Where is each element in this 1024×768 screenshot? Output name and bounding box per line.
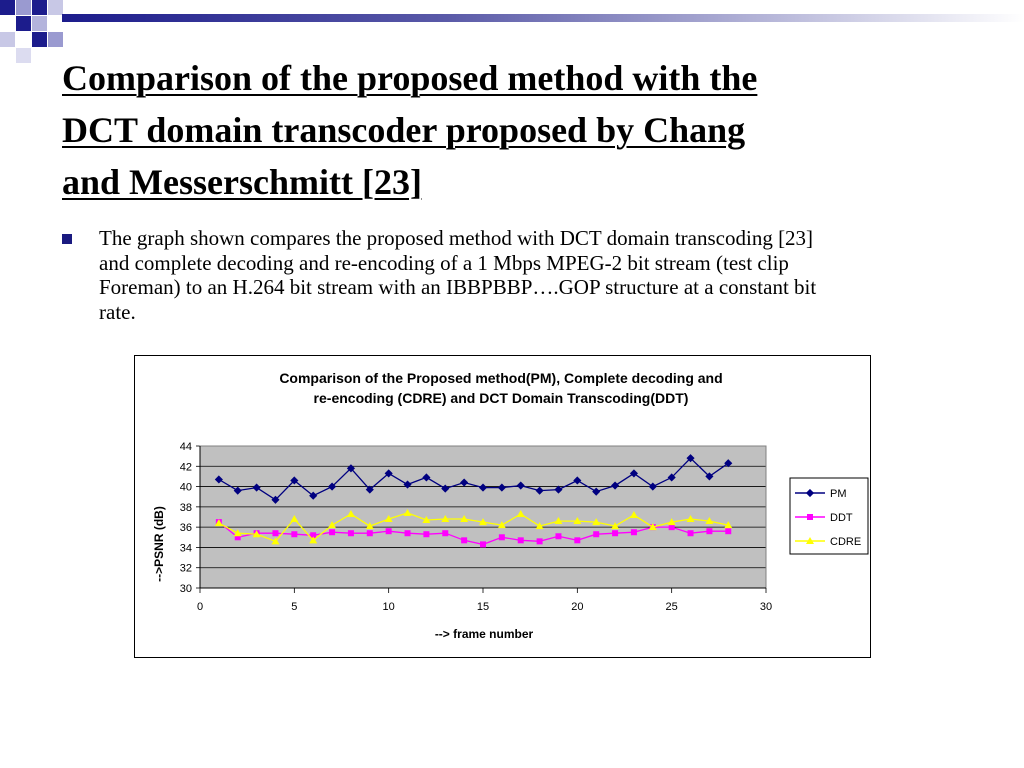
corner-square	[32, 32, 47, 47]
x-tick-label: 10	[382, 601, 395, 613]
slide-title	[62, 52, 962, 208]
bullet-text	[99, 226, 967, 324]
slide-title-line: Comparison of the proposed method with the	[62, 58, 758, 98]
y-tick-label: 40	[179, 481, 192, 494]
y-tick-label: 38	[179, 501, 192, 514]
corner-square	[0, 0, 15, 15]
data-point-ddt	[631, 529, 637, 535]
chart-container	[134, 355, 871, 658]
data-point-ddt	[423, 531, 429, 537]
data-point-ddt	[499, 534, 505, 540]
data-point-ddt	[555, 533, 561, 539]
bullet-line: and complete decoding and re-encoding of a 1 Mbps MPEG-2 bit stream (test clip	[99, 250, 789, 275]
corner-square	[48, 32, 63, 47]
y-tick-label: 42	[179, 461, 192, 474]
data-point-ddt	[348, 530, 354, 536]
data-point-ddt	[725, 528, 731, 534]
data-point-ddt	[706, 528, 712, 534]
y-axis-label: -->PSNR (dB)	[152, 506, 166, 582]
data-point-ddt	[329, 529, 335, 535]
x-axis-label: --> frame number	[434, 627, 534, 641]
data-point-ddt	[367, 530, 373, 536]
data-point-ddt	[688, 530, 694, 536]
legend-label-ddt: DDT	[830, 512, 853, 524]
data-point-ddt	[291, 531, 297, 537]
data-point-ddt	[442, 530, 448, 536]
slide-title-line: and Messerschmitt [23]	[62, 162, 422, 202]
bullet-line: rate.	[99, 299, 136, 324]
x-tick-label: 25	[665, 601, 678, 613]
corner-square	[48, 0, 63, 15]
bullet-square-icon	[62, 234, 72, 244]
data-point-ddt	[480, 541, 486, 547]
corner-square	[16, 0, 31, 15]
x-tick-label: 30	[759, 601, 773, 613]
x-tick-label: 15	[476, 601, 490, 613]
corner-square	[0, 32, 15, 47]
y-tick-label: 44	[179, 441, 192, 453]
corner-square	[32, 16, 47, 31]
plot-area-group	[180, 441, 772, 613]
psnr-chart	[135, 356, 869, 656]
data-point-ddt	[461, 537, 467, 543]
data-point-ddt	[405, 530, 411, 536]
x-tick-label: 5	[291, 601, 298, 613]
bullet-item	[62, 226, 967, 324]
data-point-ddt	[574, 537, 580, 543]
y-tick-label: 30	[179, 583, 192, 595]
data-point-ddt	[272, 530, 278, 536]
y-tick-label: 34	[179, 542, 192, 555]
chart-title-line: re-encoding (CDRE) and DCT Domain Transcoding(DDT)	[313, 390, 689, 406]
bullet-line: The graph shown compares the proposed method with DCT domain transcoding [23]	[99, 226, 814, 250]
legend-label-pm: PM	[830, 488, 847, 500]
y-tick-label: 32	[179, 562, 192, 575]
corner-square	[32, 0, 47, 15]
data-point-ddt	[537, 538, 543, 544]
legend	[790, 478, 868, 554]
data-point-ddt	[593, 531, 599, 537]
bullet-line: Foreman) to an H.264 bit stream with an IBBPBBP….GOP structure at a constant bit	[99, 275, 817, 299]
data-point-ddt	[612, 530, 618, 536]
slide-title-line: DCT domain transcoder proposed by Chang	[62, 110, 746, 150]
header-gradient-bar	[62, 14, 1024, 22]
data-point-ddt	[386, 528, 392, 534]
legend-label-cdre: CDRE	[830, 536, 862, 548]
chart-title-line: Comparison of the Proposed method(PM), Complete decoding and	[279, 370, 723, 386]
legend-marker-ddt	[807, 514, 813, 520]
data-point-ddt	[518, 537, 524, 543]
y-tick-label: 36	[179, 522, 192, 535]
x-tick-label: 20	[571, 601, 584, 613]
corner-square	[16, 48, 31, 63]
corner-square	[16, 16, 31, 31]
x-tick-label: 0	[196, 601, 204, 613]
